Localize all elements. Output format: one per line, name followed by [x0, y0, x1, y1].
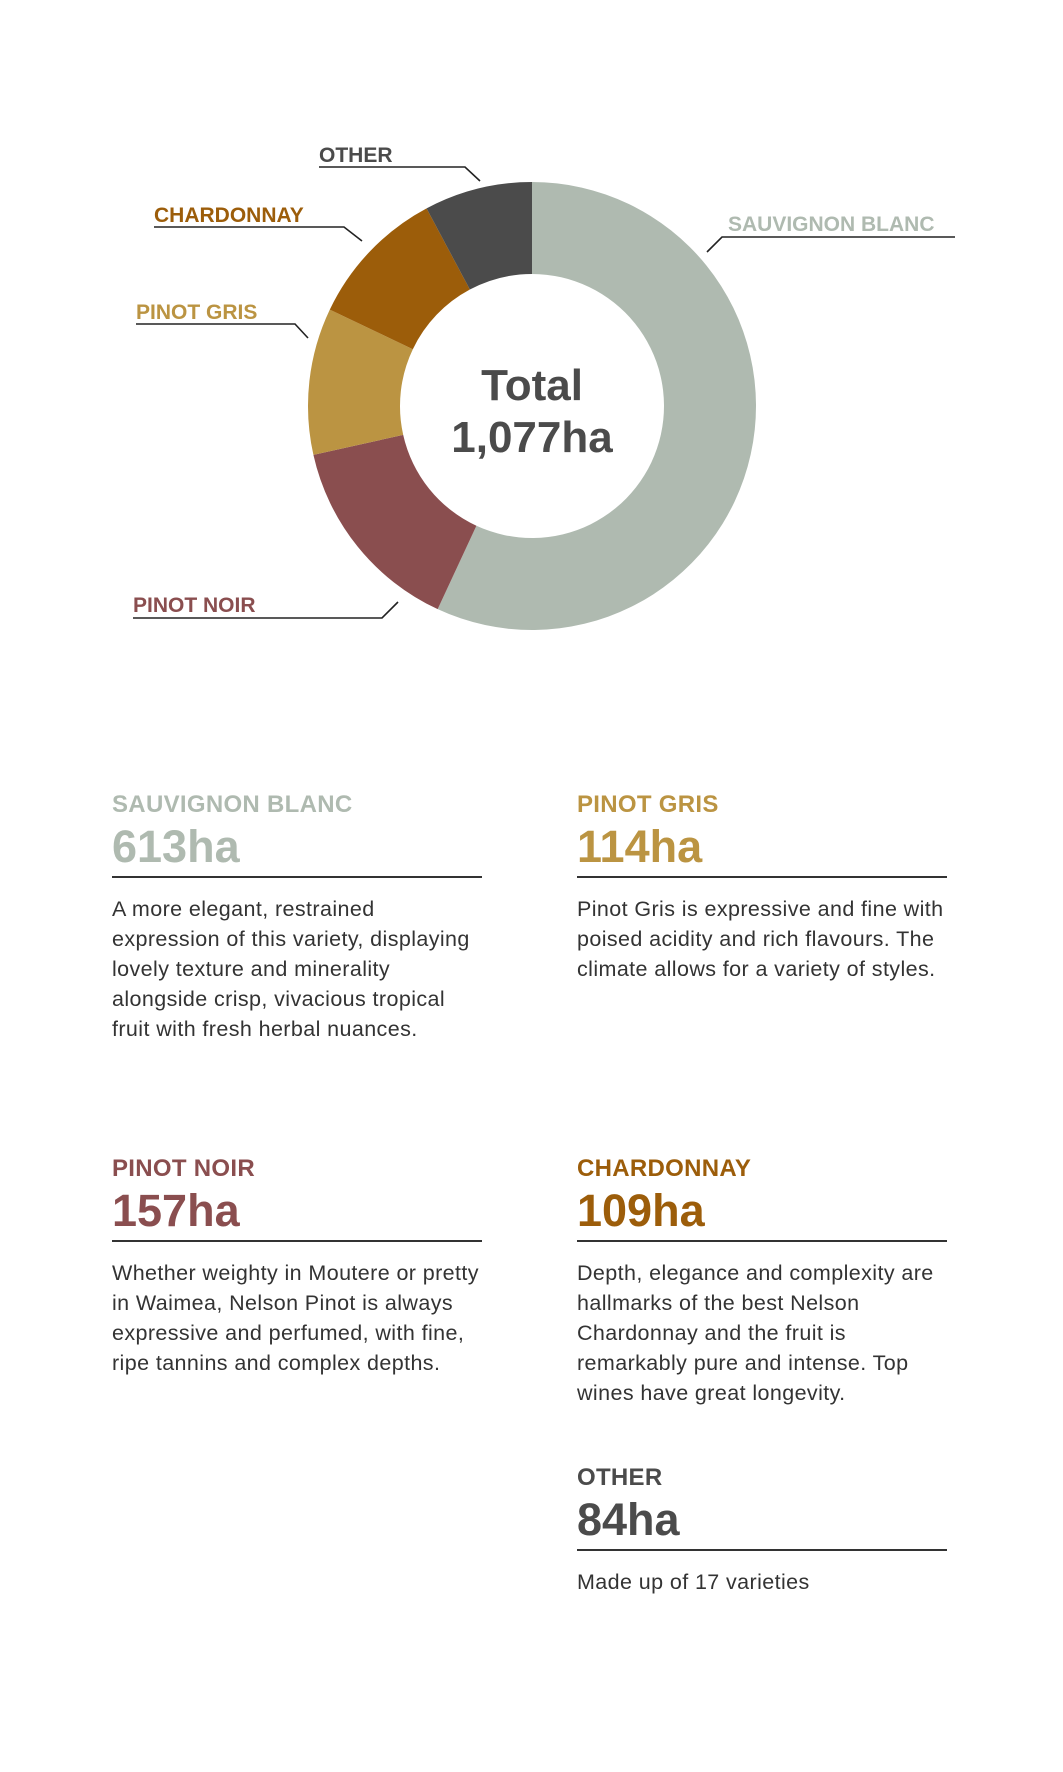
- variety-name: SAUVIGNON BLANC: [112, 791, 353, 818]
- variety-name: PINOT GRIS: [577, 791, 719, 818]
- center-label-value: 1,077ha: [451, 413, 613, 462]
- variety-description: Made up of 17 varieties: [577, 1570, 810, 1594]
- leader-line-sauvignon-blanc: [707, 237, 955, 252]
- divider: [577, 1549, 947, 1551]
- variety-description: Pinot Gris is expressive and fine with poised acidity and rich flavours. The climate allows for a variety of styles.: [577, 897, 944, 981]
- variety-area: 157ha: [112, 1185, 240, 1236]
- donut-chart: [0, 0, 1063, 700]
- divider: [577, 876, 947, 878]
- slice-label-chardonnay: CHARDONNAY: [154, 204, 304, 227]
- variety-card-other: [577, 1463, 947, 1597]
- slice-label-pinot-gris: PINOT GRIS: [136, 301, 258, 324]
- variety-area: 613ha: [112, 821, 240, 872]
- leader-line-pinot-gris: [136, 324, 308, 338]
- slice-label-pinot-noir: PINOT NOIR: [133, 594, 256, 617]
- variety-area: 84ha: [577, 1494, 680, 1545]
- variety-card-chardonnay: [577, 1154, 947, 1408]
- variety-area: 114ha: [577, 821, 703, 872]
- variety-name: CHARDONNAY: [577, 1155, 752, 1182]
- divider: [112, 876, 482, 878]
- divider: [577, 1240, 947, 1242]
- leader-line-chardonnay: [154, 227, 362, 241]
- variety-description: A more elegant, restrained expression of this variety, displaying lovely texture and minerality alongside crisp, vivacious tropical fruit with fresh herbal nuances.: [112, 897, 470, 1041]
- center-label-total: Total: [481, 361, 583, 410]
- variety-name: PINOT NOIR: [112, 1155, 256, 1182]
- variety-description: Whether weighty in Moutere or pretty in Waimea, Nelson Pinot is always expressive and perfumed, with fine, ripe tannins and complex depths.: [112, 1261, 479, 1375]
- slice-label-other: OTHER: [319, 144, 393, 167]
- variety-card-pinot-gris: [577, 790, 947, 984]
- variety-area: 109ha: [577, 1185, 705, 1236]
- variety-description: Depth, elegance and complexity are hallmarks of the best Nelson Chardonnay and the fruit is remarkably pure and intense. Top wines have great longevity.: [577, 1261, 934, 1405]
- leader-line-other: [319, 167, 480, 181]
- divider: [112, 1240, 482, 1242]
- slice-label-sauvignon-blanc: SAUVIGNON BLANC: [728, 213, 935, 236]
- variety-card-sauvignon-blanc: [112, 790, 482, 1044]
- variety-card-pinot-noir: [112, 1154, 482, 1378]
- variety-name: OTHER: [577, 1464, 663, 1491]
